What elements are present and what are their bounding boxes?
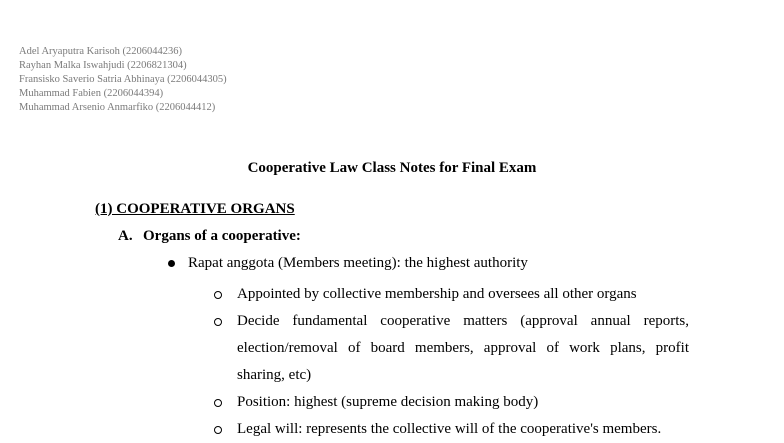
author-line: Rayhan Malka Iswahjudi (2206821304) (19, 60, 187, 71)
hollow-bullet-icon (214, 291, 222, 299)
bullet-text: Rapat anggota (Members meeting): the highest authority (188, 255, 528, 271)
hollow-bullet-icon (214, 426, 222, 434)
hollow-bullet-icon (214, 399, 222, 407)
hollow-bullet-icon (214, 318, 222, 326)
section-heading: (1) COOPERATIVE ORGANS (95, 201, 295, 217)
author-line: Muhammad Arsenio Anmarfiko (2206044412) (19, 102, 216, 113)
sub-bullet-item (213, 281, 689, 308)
sub-bullet-text: Decide fundamental cooperative matters (approval annual reports, election/removal of board members, approval of work plans, profit sharing, etc) (237, 313, 689, 383)
sub-bullet-item (213, 308, 689, 389)
author-line: Adel Aryaputra Karisoh (2206044236) (19, 46, 183, 57)
author-line: Fransisko Saverio Satria Abhinaya (2206044305) (19, 74, 227, 85)
subsection-heading (118, 226, 301, 246)
document-title: Cooperative Law Class Notes for Final Exam (247, 160, 537, 176)
sub-bullet-text: Appointed by collective membership and oversees all other organs (237, 286, 637, 302)
author-list (19, 45, 227, 115)
sub-bullet-item (213, 389, 689, 416)
sub-bullet-item (213, 416, 689, 443)
subsection-label: Organs of a cooperative: (143, 228, 301, 244)
sub-bullet-text: Position: highest (supreme decision making body) (237, 394, 539, 410)
bullet-dot-icon (168, 260, 175, 267)
author-line: Muhammad Fabien (2206044394) (19, 88, 164, 99)
sub-bullet-text: Legal will: represents the collective will of the cooperative's members. (237, 421, 662, 437)
sub-bullet-list (213, 281, 689, 443)
subsection-marker: A. (118, 228, 133, 244)
